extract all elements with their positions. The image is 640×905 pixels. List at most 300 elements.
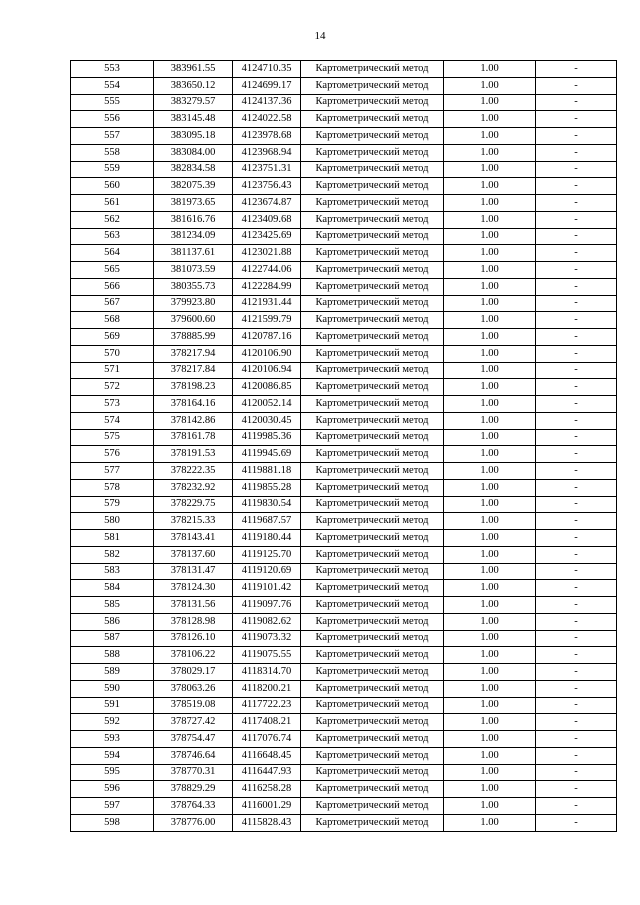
y-coordinate-cell: 4123409.68	[233, 211, 301, 228]
coordinates-table-body	[71, 61, 617, 832]
accuracy-cell: 1.00	[444, 362, 536, 379]
point-number-cell: 596	[71, 781, 154, 798]
method-cell: Картометрический метод	[301, 647, 444, 664]
y-coordinate-cell: 4123756.43	[233, 178, 301, 195]
table-row	[71, 680, 617, 697]
table-row	[71, 798, 617, 815]
note-cell: -	[536, 747, 617, 764]
point-number-cell: 584	[71, 580, 154, 597]
note-cell: -	[536, 429, 617, 446]
y-coordinate-cell: 4120787.16	[233, 329, 301, 346]
method-cell: Картометрический метод	[301, 144, 444, 161]
point-number-cell: 597	[71, 798, 154, 815]
table-row	[71, 496, 617, 513]
method-cell: Картометрический метод	[301, 312, 444, 329]
point-number-cell: 569	[71, 329, 154, 346]
accuracy-cell: 1.00	[444, 111, 536, 128]
table-row	[71, 580, 617, 597]
table-row	[71, 781, 617, 798]
accuracy-cell: 1.00	[444, 546, 536, 563]
point-number-cell: 578	[71, 479, 154, 496]
point-number-cell: 594	[71, 747, 154, 764]
x-coordinate-cell: 378754.47	[154, 731, 233, 748]
y-coordinate-cell: 4119881.18	[233, 463, 301, 480]
method-cell: Картометрический метод	[301, 463, 444, 480]
y-coordinate-cell: 4123021.88	[233, 245, 301, 262]
table-row	[71, 530, 617, 547]
table-row	[71, 446, 617, 463]
table-row	[71, 262, 617, 279]
x-coordinate-cell: 378106.22	[154, 647, 233, 664]
table-row	[71, 144, 617, 161]
table-row	[71, 278, 617, 295]
method-cell: Картометрический метод	[301, 178, 444, 195]
point-number-cell: 568	[71, 312, 154, 329]
note-cell: -	[536, 362, 617, 379]
y-coordinate-cell: 4123674.87	[233, 195, 301, 212]
method-cell: Картометрический метод	[301, 195, 444, 212]
accuracy-cell: 1.00	[444, 580, 536, 597]
y-coordinate-cell: 4122284.99	[233, 278, 301, 295]
y-coordinate-cell: 4122744.06	[233, 262, 301, 279]
method-cell: Картометрический метод	[301, 262, 444, 279]
accuracy-cell: 1.00	[444, 613, 536, 630]
accuracy-cell: 1.00	[444, 379, 536, 396]
method-cell: Картометрический метод	[301, 61, 444, 78]
table-row	[71, 161, 617, 178]
table-row	[71, 61, 617, 78]
method-cell: Картометрический метод	[301, 496, 444, 513]
x-coordinate-cell: 378131.56	[154, 597, 233, 614]
note-cell: -	[536, 161, 617, 178]
note-cell: -	[536, 178, 617, 195]
y-coordinate-cell: 4116648.45	[233, 747, 301, 764]
table-row	[71, 362, 617, 379]
table-row	[71, 345, 617, 362]
y-coordinate-cell: 4124022.58	[233, 111, 301, 128]
note-cell: -	[536, 379, 617, 396]
x-coordinate-cell: 378137.60	[154, 546, 233, 563]
x-coordinate-cell: 383145.48	[154, 111, 233, 128]
x-coordinate-cell: 378198.23	[154, 379, 233, 396]
point-number-cell: 573	[71, 396, 154, 413]
note-cell: -	[536, 278, 617, 295]
y-coordinate-cell: 4118314.70	[233, 664, 301, 681]
accuracy-cell: 1.00	[444, 228, 536, 245]
accuracy-cell: 1.00	[444, 144, 536, 161]
note-cell: -	[536, 731, 617, 748]
point-number-cell: 554	[71, 77, 154, 94]
method-cell: Картометрический метод	[301, 630, 444, 647]
point-number-cell: 585	[71, 597, 154, 614]
point-number-cell: 564	[71, 245, 154, 262]
table-row	[71, 111, 617, 128]
note-cell: -	[536, 697, 617, 714]
x-coordinate-cell: 378131.47	[154, 563, 233, 580]
note-cell: -	[536, 613, 617, 630]
accuracy-cell: 1.00	[444, 814, 536, 831]
note-cell: -	[536, 463, 617, 480]
y-coordinate-cell: 4120052.14	[233, 396, 301, 413]
x-coordinate-cell: 378217.84	[154, 362, 233, 379]
table-row	[71, 195, 617, 212]
point-number-cell: 574	[71, 412, 154, 429]
page-number: 14	[314, 30, 326, 42]
note-cell: -	[536, 597, 617, 614]
note-cell: -	[536, 412, 617, 429]
y-coordinate-cell: 4117076.74	[233, 731, 301, 748]
method-cell: Картометрический метод	[301, 664, 444, 681]
point-number-cell: 559	[71, 161, 154, 178]
point-number-cell: 555	[71, 94, 154, 111]
point-number-cell: 588	[71, 647, 154, 664]
x-coordinate-cell: 379923.80	[154, 295, 233, 312]
point-number-cell: 571	[71, 362, 154, 379]
method-cell: Картометрический метод	[301, 580, 444, 597]
y-coordinate-cell: 4119985.36	[233, 429, 301, 446]
method-cell: Картометрический метод	[301, 680, 444, 697]
note-cell: -	[536, 798, 617, 815]
x-coordinate-cell: 381073.59	[154, 262, 233, 279]
x-coordinate-cell: 382075.39	[154, 178, 233, 195]
table-row	[71, 479, 617, 496]
method-cell: Картометрический метод	[301, 597, 444, 614]
x-coordinate-cell: 381973.65	[154, 195, 233, 212]
method-cell: Картометрический метод	[301, 111, 444, 128]
accuracy-cell: 1.00	[444, 178, 536, 195]
table-row	[71, 245, 617, 262]
table-row	[71, 128, 617, 145]
x-coordinate-cell: 378164.16	[154, 396, 233, 413]
table-row	[71, 513, 617, 530]
accuracy-cell: 1.00	[444, 211, 536, 228]
table-row	[71, 664, 617, 681]
table-row	[71, 747, 617, 764]
x-coordinate-cell: 380355.73	[154, 278, 233, 295]
method-cell: Картометрический метод	[301, 513, 444, 530]
y-coordinate-cell: 4120086.85	[233, 379, 301, 396]
method-cell: Картометрический метод	[301, 764, 444, 781]
accuracy-cell: 1.00	[444, 530, 536, 547]
accuracy-cell: 1.00	[444, 412, 536, 429]
method-cell: Картометрический метод	[301, 613, 444, 630]
x-coordinate-cell: 378232.92	[154, 479, 233, 496]
table-row	[71, 178, 617, 195]
note-cell: -	[536, 781, 617, 798]
x-coordinate-cell: 379600.60	[154, 312, 233, 329]
y-coordinate-cell: 4117408.21	[233, 714, 301, 731]
x-coordinate-cell: 378519.08	[154, 697, 233, 714]
method-cell: Картометрический метод	[301, 77, 444, 94]
table-row	[71, 329, 617, 346]
method-cell: Картометрический метод	[301, 814, 444, 831]
table-row	[71, 647, 617, 664]
table-row	[71, 396, 617, 413]
y-coordinate-cell: 4116258.28	[233, 781, 301, 798]
point-number-cell: 593	[71, 731, 154, 748]
note-cell: -	[536, 312, 617, 329]
x-coordinate-cell: 378885.99	[154, 329, 233, 346]
accuracy-cell: 1.00	[444, 245, 536, 262]
point-number-cell: 587	[71, 630, 154, 647]
point-number-cell: 582	[71, 546, 154, 563]
y-coordinate-cell: 4119945.69	[233, 446, 301, 463]
note-cell: -	[536, 396, 617, 413]
x-coordinate-cell: 381616.76	[154, 211, 233, 228]
accuracy-cell: 1.00	[444, 798, 536, 815]
point-number-cell: 563	[71, 228, 154, 245]
accuracy-cell: 1.00	[444, 697, 536, 714]
point-number-cell: 557	[71, 128, 154, 145]
table-row	[71, 312, 617, 329]
accuracy-cell: 1.00	[444, 680, 536, 697]
y-coordinate-cell: 4120106.90	[233, 345, 301, 362]
point-number-cell: 592	[71, 714, 154, 731]
table-row	[71, 546, 617, 563]
note-cell: -	[536, 630, 617, 647]
x-coordinate-cell: 378746.64	[154, 747, 233, 764]
point-number-cell: 583	[71, 563, 154, 580]
note-cell: -	[536, 77, 617, 94]
note-cell: -	[536, 714, 617, 731]
table-row	[71, 764, 617, 781]
y-coordinate-cell: 4119082.62	[233, 613, 301, 630]
x-coordinate-cell: 378776.00	[154, 814, 233, 831]
table-row	[71, 77, 617, 94]
note-cell: -	[536, 262, 617, 279]
y-coordinate-cell: 4119097.76	[233, 597, 301, 614]
table-row	[71, 228, 617, 245]
method-cell: Картометрический метод	[301, 714, 444, 731]
y-coordinate-cell: 4119125.70	[233, 546, 301, 563]
accuracy-cell: 1.00	[444, 61, 536, 78]
table-row	[71, 94, 617, 111]
x-coordinate-cell: 383084.00	[154, 144, 233, 161]
y-coordinate-cell: 4121931.44	[233, 295, 301, 312]
method-cell: Картометрический метод	[301, 278, 444, 295]
x-coordinate-cell: 378764.33	[154, 798, 233, 815]
x-coordinate-cell: 378770.31	[154, 764, 233, 781]
y-coordinate-cell: 4119830.54	[233, 496, 301, 513]
note-cell: -	[536, 61, 617, 78]
table-row	[71, 563, 617, 580]
x-coordinate-cell: 378222.35	[154, 463, 233, 480]
table-row	[71, 412, 617, 429]
method-cell: Картометрический метод	[301, 128, 444, 145]
note-cell: -	[536, 664, 617, 681]
x-coordinate-cell: 383961.55	[154, 61, 233, 78]
accuracy-cell: 1.00	[444, 295, 536, 312]
note-cell: -	[536, 530, 617, 547]
point-number-cell: 572	[71, 379, 154, 396]
point-number-cell: 580	[71, 513, 154, 530]
note-cell: -	[536, 446, 617, 463]
method-cell: Картометрический метод	[301, 731, 444, 748]
accuracy-cell: 1.00	[444, 513, 536, 530]
table-row	[71, 211, 617, 228]
accuracy-cell: 1.00	[444, 731, 536, 748]
point-number-cell: 565	[71, 262, 154, 279]
x-coordinate-cell: 378128.98	[154, 613, 233, 630]
note-cell: -	[536, 345, 617, 362]
x-coordinate-cell: 378126.10	[154, 630, 233, 647]
accuracy-cell: 1.00	[444, 195, 536, 212]
x-coordinate-cell: 378063.26	[154, 680, 233, 697]
accuracy-cell: 1.00	[444, 446, 536, 463]
accuracy-cell: 1.00	[444, 161, 536, 178]
accuracy-cell: 1.00	[444, 563, 536, 580]
method-cell: Картометрический метод	[301, 412, 444, 429]
method-cell: Картометрический метод	[301, 362, 444, 379]
note-cell: -	[536, 814, 617, 831]
note-cell: -	[536, 128, 617, 145]
point-number-cell: 598	[71, 814, 154, 831]
y-coordinate-cell: 4123751.31	[233, 161, 301, 178]
table-row	[71, 463, 617, 480]
point-number-cell: 576	[71, 446, 154, 463]
note-cell: -	[536, 580, 617, 597]
table-row	[71, 295, 617, 312]
x-coordinate-cell: 383095.18	[154, 128, 233, 145]
x-coordinate-cell: 378143.41	[154, 530, 233, 547]
note-cell: -	[536, 195, 617, 212]
method-cell: Картометрический метод	[301, 479, 444, 496]
point-number-cell: 595	[71, 764, 154, 781]
note-cell: -	[536, 647, 617, 664]
note-cell: -	[536, 479, 617, 496]
y-coordinate-cell: 4123978.68	[233, 128, 301, 145]
y-coordinate-cell: 4124699.17	[233, 77, 301, 94]
accuracy-cell: 1.00	[444, 496, 536, 513]
note-cell: -	[536, 764, 617, 781]
note-cell: -	[536, 211, 617, 228]
method-cell: Картометрический метод	[301, 747, 444, 764]
point-number-cell: 570	[71, 345, 154, 362]
accuracy-cell: 1.00	[444, 463, 536, 480]
accuracy-cell: 1.00	[444, 764, 536, 781]
note-cell: -	[536, 94, 617, 111]
point-number-cell: 581	[71, 530, 154, 547]
accuracy-cell: 1.00	[444, 630, 536, 647]
method-cell: Картометрический метод	[301, 396, 444, 413]
point-number-cell: 561	[71, 195, 154, 212]
accuracy-cell: 1.00	[444, 329, 536, 346]
x-coordinate-cell: 381137.61	[154, 245, 233, 262]
table-row	[71, 731, 617, 748]
method-cell: Картометрический метод	[301, 329, 444, 346]
x-coordinate-cell: 378029.17	[154, 664, 233, 681]
accuracy-cell: 1.00	[444, 396, 536, 413]
x-coordinate-cell: 378229.75	[154, 496, 233, 513]
table-row	[71, 630, 617, 647]
point-number-cell: 586	[71, 613, 154, 630]
x-coordinate-cell: 383650.12	[154, 77, 233, 94]
y-coordinate-cell: 4119073.32	[233, 630, 301, 647]
table-row	[71, 429, 617, 446]
point-number-cell: 566	[71, 278, 154, 295]
point-number-cell: 560	[71, 178, 154, 195]
note-cell: -	[536, 680, 617, 697]
accuracy-cell: 1.00	[444, 94, 536, 111]
y-coordinate-cell: 4117722.23	[233, 697, 301, 714]
y-coordinate-cell: 4119120.69	[233, 563, 301, 580]
point-number-cell: 562	[71, 211, 154, 228]
note-cell: -	[536, 546, 617, 563]
y-coordinate-cell: 4119180.44	[233, 530, 301, 547]
y-coordinate-cell: 4116447.93	[233, 764, 301, 781]
y-coordinate-cell: 4124137.36	[233, 94, 301, 111]
method-cell: Картометрический метод	[301, 697, 444, 714]
accuracy-cell: 1.00	[444, 747, 536, 764]
note-cell: -	[536, 144, 617, 161]
y-coordinate-cell: 4118200.21	[233, 680, 301, 697]
table-row	[71, 379, 617, 396]
point-number-cell: 556	[71, 111, 154, 128]
note-cell: -	[536, 245, 617, 262]
method-cell: Картометрический метод	[301, 211, 444, 228]
x-coordinate-cell: 378191.53	[154, 446, 233, 463]
note-cell: -	[536, 111, 617, 128]
x-coordinate-cell: 378727.42	[154, 714, 233, 731]
x-coordinate-cell: 381234.09	[154, 228, 233, 245]
note-cell: -	[536, 295, 617, 312]
x-coordinate-cell: 383279.57	[154, 94, 233, 111]
x-coordinate-cell: 378142.86	[154, 412, 233, 429]
table-row	[71, 714, 617, 731]
table-row	[71, 697, 617, 714]
method-cell: Картометрический метод	[301, 429, 444, 446]
point-number-cell: 579	[71, 496, 154, 513]
method-cell: Картометрический метод	[301, 798, 444, 815]
x-coordinate-cell: 378829.29	[154, 781, 233, 798]
accuracy-cell: 1.00	[444, 262, 536, 279]
accuracy-cell: 1.00	[444, 429, 536, 446]
point-number-cell: 558	[71, 144, 154, 161]
method-cell: Картометрический метод	[301, 379, 444, 396]
point-number-cell: 591	[71, 697, 154, 714]
method-cell: Картометрический метод	[301, 446, 444, 463]
method-cell: Картометрический метод	[301, 530, 444, 547]
accuracy-cell: 1.00	[444, 479, 536, 496]
x-coordinate-cell: 378161.78	[154, 429, 233, 446]
note-cell: -	[536, 496, 617, 513]
y-coordinate-cell: 4120106.94	[233, 362, 301, 379]
method-cell: Картометрический метод	[301, 345, 444, 362]
y-coordinate-cell: 4121599.79	[233, 312, 301, 329]
x-coordinate-cell: 378124.30	[154, 580, 233, 597]
method-cell: Картометрический метод	[301, 228, 444, 245]
x-coordinate-cell: 382834.58	[154, 161, 233, 178]
y-coordinate-cell: 4115828.43	[233, 814, 301, 831]
note-cell: -	[536, 329, 617, 346]
y-coordinate-cell: 4116001.29	[233, 798, 301, 815]
method-cell: Картометрический метод	[301, 94, 444, 111]
point-number-cell: 590	[71, 680, 154, 697]
point-number-cell: 575	[71, 429, 154, 446]
table-row	[71, 613, 617, 630]
point-number-cell: 577	[71, 463, 154, 480]
accuracy-cell: 1.00	[444, 345, 536, 362]
accuracy-cell: 1.00	[444, 278, 536, 295]
point-number-cell: 553	[71, 61, 154, 78]
note-cell: -	[536, 513, 617, 530]
table-row	[71, 597, 617, 614]
method-cell: Картометрический метод	[301, 781, 444, 798]
method-cell: Картометрический метод	[301, 295, 444, 312]
accuracy-cell: 1.00	[444, 597, 536, 614]
y-coordinate-cell: 4123425.69	[233, 228, 301, 245]
accuracy-cell: 1.00	[444, 664, 536, 681]
